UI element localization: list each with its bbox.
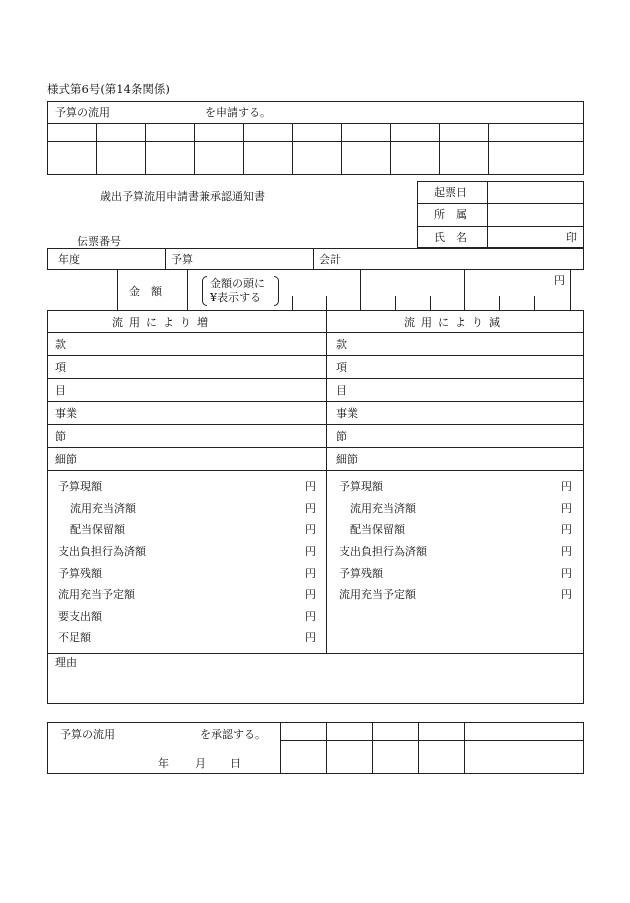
increase-header: 流用により増 bbox=[112, 316, 214, 329]
dept-label: 所 属 bbox=[434, 208, 467, 221]
decrease-item-unit: 円 bbox=[561, 502, 572, 515]
increase-item-unit: 円 bbox=[305, 523, 316, 536]
request-label: 予算の流用 bbox=[55, 106, 110, 119]
seal-label: 印 bbox=[566, 231, 577, 244]
budget-label: 予算 bbox=[171, 253, 193, 266]
increase-item-unit: 円 bbox=[305, 545, 316, 558]
increase-item-unit: 円 bbox=[305, 480, 316, 493]
category-left-5: 細節 bbox=[55, 453, 77, 466]
decrease-item-unit: 円 bbox=[561, 588, 572, 601]
decrease-item-unit: 円 bbox=[561, 567, 572, 580]
increase-item-unit: 円 bbox=[305, 631, 316, 644]
category-left-0: 款 bbox=[55, 338, 66, 351]
decrease-item-unit: 円 bbox=[561, 480, 572, 493]
approval-month: 月 bbox=[195, 757, 206, 770]
notice-title: 歳出予算流用申請書兼承認通知書 bbox=[100, 190, 265, 203]
category-right-5: 細節 bbox=[336, 453, 358, 466]
amount-label: 金 額 bbox=[129, 285, 162, 298]
approval-label: 予算の流用 bbox=[60, 728, 115, 741]
increase-item-label: 不足額 bbox=[58, 631, 91, 644]
decrease-item-label: 流用充当済額 bbox=[350, 502, 416, 515]
note-bracket-left bbox=[202, 276, 207, 306]
approval-action: を承認する。 bbox=[200, 728, 266, 741]
year-label: 年度 bbox=[58, 253, 80, 266]
voucher-number-label: 伝票番号 bbox=[77, 235, 121, 248]
increase-item-label: 予算現額 bbox=[58, 480, 102, 493]
increase-item-unit: 円 bbox=[305, 502, 316, 515]
category-left-2: 目 bbox=[55, 384, 66, 397]
category-left-4: 節 bbox=[55, 430, 66, 443]
increase-item-label: 流用充当予定額 bbox=[58, 588, 135, 601]
account-label: 会計 bbox=[319, 253, 341, 266]
reason-label: 理由 bbox=[55, 656, 77, 669]
decrease-item-label: 支出負担行為済額 bbox=[339, 545, 427, 558]
increase-item-unit: 円 bbox=[305, 610, 316, 623]
category-right-3: 事業 bbox=[336, 407, 358, 420]
category-left-1: 項 bbox=[55, 361, 66, 374]
increase-item-unit: 円 bbox=[305, 588, 316, 601]
decrease-item-unit: 円 bbox=[561, 545, 572, 558]
decrease-item-unit: 円 bbox=[561, 523, 572, 536]
increase-item-label: 流用充当済額 bbox=[70, 502, 136, 515]
increase-item-unit: 円 bbox=[305, 567, 316, 580]
decrease-item-label: 予算残額 bbox=[339, 567, 383, 580]
increase-item-label: 要支出額 bbox=[58, 610, 102, 623]
category-left-3: 事業 bbox=[55, 407, 77, 420]
note-bracket-right bbox=[274, 276, 279, 306]
request-action: を申請する。 bbox=[205, 106, 271, 119]
category-right-0: 款 bbox=[336, 338, 347, 351]
decrease-item-label: 予算現額 bbox=[339, 480, 383, 493]
category-right-2: 目 bbox=[336, 384, 347, 397]
amount-note-line1: 金額の頭に bbox=[210, 277, 265, 290]
amount-note-line2: ¥表示する bbox=[210, 291, 261, 304]
form-title: 様式第6号(第14条関係) bbox=[47, 82, 170, 96]
approval-day: 日 bbox=[230, 757, 241, 770]
date-label: 起票日 bbox=[434, 186, 467, 199]
name-label: 氏 名 bbox=[434, 231, 467, 244]
amount-unit: 円 bbox=[554, 274, 565, 287]
approval-year: 年 bbox=[158, 757, 169, 770]
category-right-1: 項 bbox=[336, 361, 347, 374]
decrease-item-label: 配当保留額 bbox=[350, 523, 405, 536]
decrease-header: 流用により減 bbox=[404, 316, 506, 329]
increase-item-label: 予算残額 bbox=[58, 567, 102, 580]
increase-item-label: 支出負担行為済額 bbox=[58, 545, 146, 558]
category-right-4: 節 bbox=[336, 430, 347, 443]
increase-item-label: 配当保留額 bbox=[70, 523, 125, 536]
decrease-item-label: 流用充当予定額 bbox=[339, 588, 416, 601]
